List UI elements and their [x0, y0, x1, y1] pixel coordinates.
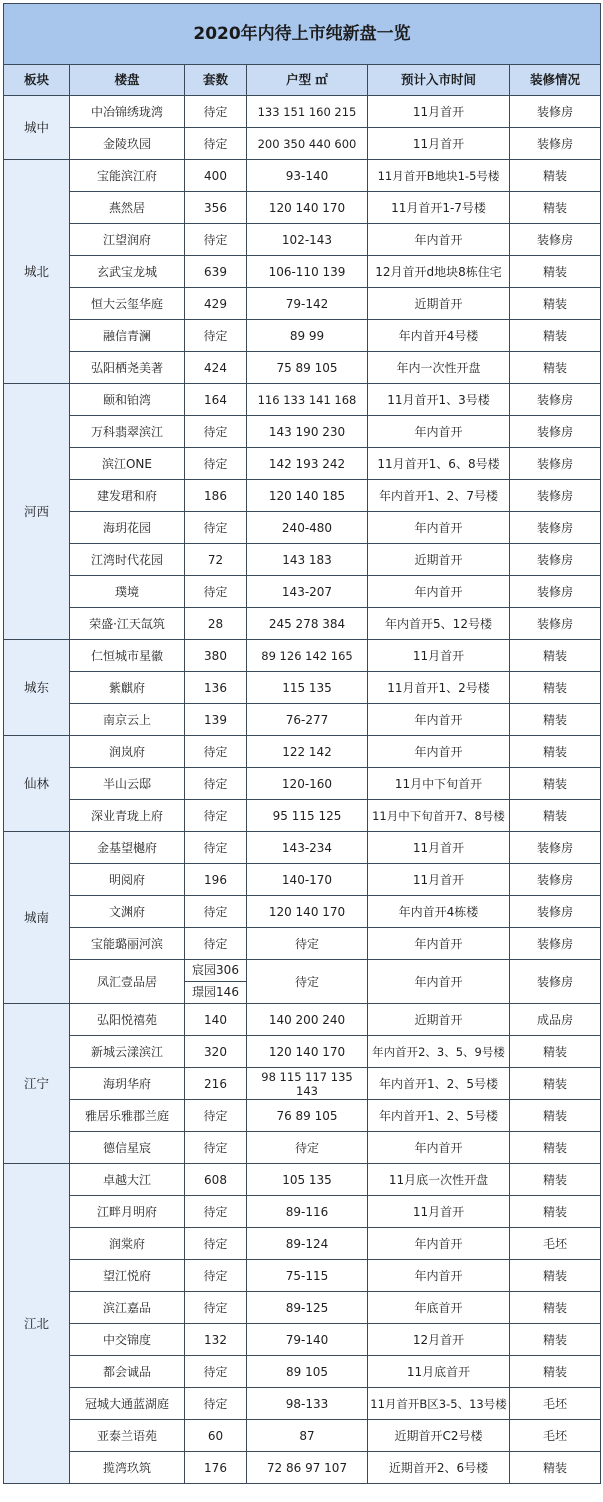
unit-type-cell: 140 200 240: [247, 1004, 368, 1036]
unit-count-cell: 待定: [185, 800, 247, 832]
table-row: [4, 384, 601, 416]
district-cell: 城东: [4, 640, 70, 736]
unit-count-cell: 380: [185, 640, 247, 672]
unit-count-cell: 待定: [185, 896, 247, 928]
unit-count-cell: 待定: [185, 576, 247, 608]
unit-type-cell: 待定: [247, 928, 368, 960]
unit-type-cell: 89-116: [247, 1196, 368, 1228]
table-row: [4, 704, 601, 736]
launch-time-cell: 11月底一次性开盘: [368, 1164, 510, 1196]
header-unit-type: 户型 ㎡: [247, 65, 368, 96]
launch-time-cell: 近期首开: [368, 544, 510, 576]
project-name-cell: 雅居乐雅郡兰庭: [70, 1100, 185, 1132]
decoration-cell: 精装: [510, 1196, 601, 1228]
project-name-cell: 新城云漾滨江: [70, 1036, 185, 1068]
decoration-cell: 精装: [510, 160, 601, 192]
table-row: [4, 1164, 601, 1196]
table-row: [4, 1452, 601, 1484]
project-name-cell: 融信青澜: [70, 320, 185, 352]
table-row: [4, 832, 601, 864]
launch-time-cell: 年内首开4号楼: [368, 320, 510, 352]
unit-count-cell: 72: [185, 544, 247, 576]
unit-type-cell: 89 105: [247, 1356, 368, 1388]
unit-count-sub-a: 宸园306: [192, 963, 239, 977]
project-name-cell: 中交锦度: [70, 1324, 185, 1356]
header-decoration: 装修情况: [510, 65, 601, 96]
decoration-cell: 精装: [510, 1356, 601, 1388]
decoration-cell: 精装: [510, 1164, 601, 1196]
unit-count-cell: 待定: [185, 1228, 247, 1260]
decoration-cell: 精装: [510, 800, 601, 832]
unit-count-cell: 待定: [185, 448, 247, 480]
decoration-cell: 精装: [510, 736, 601, 768]
project-name-cell: 紫麒府: [70, 672, 185, 704]
project-name-cell: 海玥华府: [70, 1068, 185, 1100]
launch-time-cell: 年内首开: [368, 576, 510, 608]
unit-type-cell: 95 115 125: [247, 800, 368, 832]
launch-time-cell: 11月首开: [368, 832, 510, 864]
launch-time-cell: 年内首开: [368, 512, 510, 544]
unit-type-cell: 98-133: [247, 1388, 368, 1420]
launch-time-cell: 年内首开1、2、5号楼: [368, 1068, 510, 1100]
unit-type-cell: 120-160: [247, 768, 368, 800]
unit-type-cell: 102-143: [247, 224, 368, 256]
decoration-cell: 精装: [510, 1100, 601, 1132]
decoration-cell: 装修房: [510, 384, 601, 416]
unit-type-cell: 240-480: [247, 512, 368, 544]
launch-time-cell: 年内首开: [368, 960, 510, 1004]
unit-count-cell: 139: [185, 704, 247, 736]
decoration-cell: 精装: [510, 1036, 601, 1068]
project-name-cell: 润岚府: [70, 736, 185, 768]
launch-time-cell: 11月首开B地块1-5号楼: [368, 160, 510, 192]
decoration-cell: 装修房: [510, 544, 601, 576]
unit-count-cell: 待定: [185, 1100, 247, 1132]
unit-count-cell: 136: [185, 672, 247, 704]
launch-time-cell: 年内首开: [368, 736, 510, 768]
project-name-cell: 璞境: [70, 576, 185, 608]
project-name-cell: 德信星宸: [70, 1132, 185, 1164]
district-cell: 河西: [4, 384, 70, 640]
launch-time-cell: 年内首开: [368, 1132, 510, 1164]
table-row-split: [4, 960, 601, 1004]
district-cell: 江宁: [4, 1004, 70, 1164]
table-row: [4, 1356, 601, 1388]
unit-type-cell: 143 190 230: [247, 416, 368, 448]
table-row: [4, 512, 601, 544]
project-name-cell: 滨江嘉品: [70, 1292, 185, 1324]
project-name-cell: 润棠府: [70, 1228, 185, 1260]
unit-type-cell: 89 126 142 165: [247, 640, 368, 672]
unit-count-cell: 待定: [185, 320, 247, 352]
unit-type-cell: 76 89 105: [247, 1100, 368, 1132]
header-count: 套数: [185, 65, 247, 96]
unit-count-cell: 待定: [185, 928, 247, 960]
unit-type-cell: 106-110 139: [247, 256, 368, 288]
launch-time-cell: 11月首开1、6、8号楼: [368, 448, 510, 480]
project-name-cell: 建发珺和府: [70, 480, 185, 512]
project-name-cell: 江畔月明府: [70, 1196, 185, 1228]
launch-time-cell: 11月首开: [368, 864, 510, 896]
table-row: [4, 800, 601, 832]
table-row: [4, 608, 601, 640]
project-name-cell: 深业青珑上府: [70, 800, 185, 832]
unit-count-cell: 164: [185, 384, 247, 416]
project-name-cell: 明阅府: [70, 864, 185, 896]
unit-count-cell: 待定: [185, 512, 247, 544]
launch-time-cell: 年内首开: [368, 416, 510, 448]
launch-time-cell: 11月首开B区3-5、13号楼: [368, 1388, 510, 1420]
project-name-cell: 弘阳悦禧苑: [70, 1004, 185, 1036]
project-name-cell: 宝能璐丽河滨: [70, 928, 185, 960]
project-name-cell: 万科翡翠滨江: [70, 416, 185, 448]
district-cell: 仙林: [4, 736, 70, 832]
table-wrapper: [3, 3, 600, 1484]
decoration-cell: 精装: [510, 320, 601, 352]
table-row: [4, 576, 601, 608]
table-row: [4, 1260, 601, 1292]
unit-count-cell: 639: [185, 256, 247, 288]
table-row: [4, 160, 601, 192]
decoration-cell: 装修房: [510, 416, 601, 448]
table-row: [4, 416, 601, 448]
unit-count-cell: 60: [185, 1420, 247, 1452]
project-name-cell: 海玥花园: [70, 512, 185, 544]
table-row: [4, 288, 601, 320]
header-district: 板块: [4, 65, 70, 96]
project-name-cell: 都会诚品: [70, 1356, 185, 1388]
launch-time-cell: 11月底首开: [368, 1356, 510, 1388]
project-name-cell: 弘阳栖尧美著: [70, 352, 185, 384]
unit-type-cell: 89-124: [247, 1228, 368, 1260]
unit-type-cell: 143 183: [247, 544, 368, 576]
decoration-cell: 装修房: [510, 832, 601, 864]
project-name-cell: 半山云邸: [70, 768, 185, 800]
unit-type-cell: 133 151 160 215: [247, 96, 368, 128]
table-row: [4, 1036, 601, 1068]
district-cell: 城南: [4, 832, 70, 1004]
launch-time-cell: 年内首开: [368, 224, 510, 256]
table-row: [4, 1068, 601, 1100]
table-row: [4, 1324, 601, 1356]
table-title: 2020年内待上市纯新盘一览: [4, 4, 601, 65]
project-name-cell: 望江悦府: [70, 1260, 185, 1292]
decoration-cell: 精装: [510, 768, 601, 800]
unit-count-cell: 待定: [185, 416, 247, 448]
launch-time-cell: 年内首开: [368, 928, 510, 960]
decoration-cell: 精装: [510, 192, 601, 224]
decoration-cell: 精装: [510, 1132, 601, 1164]
table-row: [4, 1100, 601, 1132]
decoration-cell: 装修房: [510, 864, 601, 896]
decoration-cell: 精装: [510, 640, 601, 672]
launch-time-cell: 11月首开: [368, 128, 510, 160]
unit-count-cell: 待定: [185, 1196, 247, 1228]
project-name-cell: 南京云上: [70, 704, 185, 736]
decoration-cell: 精装: [510, 672, 601, 704]
unit-count-cell: 320: [185, 1036, 247, 1068]
launch-time-cell: 11月首开: [368, 1196, 510, 1228]
unit-type-cell: 120 140 170: [247, 192, 368, 224]
unit-type-cell: 98 115 117 135 143: [247, 1068, 368, 1100]
project-name-cell: 滨江ONE: [70, 448, 185, 480]
launch-time-cell: 11月首开: [368, 96, 510, 128]
decoration-cell: 成品房: [510, 1004, 601, 1036]
unit-type-cell: 140-170: [247, 864, 368, 896]
unit-type-cell: 76-277: [247, 704, 368, 736]
table-row: [4, 640, 601, 672]
decoration-cell: 装修房: [510, 512, 601, 544]
unit-type-cell: 75-115: [247, 1260, 368, 1292]
table-row: [4, 896, 601, 928]
unit-type-cell: 116 133 141 168: [247, 384, 368, 416]
project-name-cell: 颐和铂湾: [70, 384, 185, 416]
project-name-cell: 文渊府: [70, 896, 185, 928]
table-row: [4, 864, 601, 896]
project-name-cell: 恒大云玺华庭: [70, 288, 185, 320]
decoration-cell: 精装: [510, 1292, 601, 1324]
unit-count-split-cell: [185, 960, 247, 1004]
unit-count-cell: 待定: [185, 96, 247, 128]
project-name-cell: 玄武宝龙城: [70, 256, 185, 288]
decoration-cell: 装修房: [510, 928, 601, 960]
unit-count-cell: 176: [185, 1452, 247, 1484]
unit-type-cell: 120 140 170: [247, 896, 368, 928]
district-cell: 江北: [4, 1164, 70, 1484]
unit-type-cell: 待定: [247, 1132, 368, 1164]
unit-count-cell: 356: [185, 192, 247, 224]
table-row: [4, 1292, 601, 1324]
project-name-cell: 燕然居: [70, 192, 185, 224]
unit-type-cell: 75 89 105: [247, 352, 368, 384]
project-name-cell: 金基望樾府: [70, 832, 185, 864]
decoration-cell: 装修房: [510, 448, 601, 480]
table-row: [4, 480, 601, 512]
launch-time-cell: 年内首开4栋楼: [368, 896, 510, 928]
launch-time-cell: 近期首开2、6号楼: [368, 1452, 510, 1484]
table-row: [4, 928, 601, 960]
unit-type-cell: 143-207: [247, 576, 368, 608]
unit-type-cell: 105 135: [247, 1164, 368, 1196]
launch-time-cell: 11月中下旬首开7、8号楼: [368, 800, 510, 832]
unit-count-cell: 待定: [185, 832, 247, 864]
table-row: [4, 1420, 601, 1452]
unit-type-cell: 79-140: [247, 1324, 368, 1356]
unit-type-cell: 89 99: [247, 320, 368, 352]
project-name-cell: 仁恒城市星徽: [70, 640, 185, 672]
launch-time-cell: 11月首开: [368, 640, 510, 672]
decoration-cell: 精装: [510, 704, 601, 736]
table-row: [4, 224, 601, 256]
decoration-cell: 精装: [510, 288, 601, 320]
unit-type-cell: 122 142: [247, 736, 368, 768]
table-row: [4, 96, 601, 128]
district-cell: 城中: [4, 96, 70, 160]
launch-time-cell: 11月首开1、2号楼: [368, 672, 510, 704]
decoration-cell: 装修房: [510, 128, 601, 160]
decoration-cell: 精装: [510, 1324, 601, 1356]
launch-time-cell: 近期首开C2号楼: [368, 1420, 510, 1452]
table-row: [4, 768, 601, 800]
unit-count-cell: 429: [185, 288, 247, 320]
launch-time-cell: 11月中下旬首开: [368, 768, 510, 800]
unit-type-cell: 200 350 440 600: [247, 128, 368, 160]
unit-count-cell: 608: [185, 1164, 247, 1196]
unit-type-cell: 79-142: [247, 288, 368, 320]
decoration-cell: 毛坯: [510, 1420, 601, 1452]
unit-count-cell: 待定: [185, 224, 247, 256]
project-name-cell: 金陵玖园: [70, 128, 185, 160]
decoration-cell: 装修房: [510, 576, 601, 608]
table-row: [4, 320, 601, 352]
launch-time-cell: 12月首开: [368, 1324, 510, 1356]
title-row: [4, 4, 601, 65]
launch-time-cell: 年内首开1、2、5号楼: [368, 1100, 510, 1132]
new-projects-table: [3, 3, 601, 1484]
launch-time-cell: 年内首开: [368, 704, 510, 736]
unit-type-cell: 72 86 97 107: [247, 1452, 368, 1484]
launch-time-cell: 近期首开: [368, 1004, 510, 1036]
table-row: [4, 672, 601, 704]
table-row: [4, 1132, 601, 1164]
launch-time-cell: 年底首开: [368, 1292, 510, 1324]
header-row: [4, 65, 601, 96]
launch-time-cell: 11月首开1、3号楼: [368, 384, 510, 416]
table-row: [4, 1196, 601, 1228]
decoration-cell: 精装: [510, 1068, 601, 1100]
unit-count-cell: 待定: [185, 736, 247, 768]
table-row: [4, 352, 601, 384]
decoration-cell: 装修房: [510, 960, 601, 1004]
decoration-cell: 毛坯: [510, 1388, 601, 1420]
table-row: [4, 544, 601, 576]
project-name-cell: 亚泰兰语苑: [70, 1420, 185, 1452]
unit-count-cell: 424: [185, 352, 247, 384]
project-name-cell: 冠城大通蓝湖庭: [70, 1388, 185, 1420]
launch-time-cell: 年内首开: [368, 1228, 510, 1260]
unit-count-cell: 待定: [185, 768, 247, 800]
unit-type-cell: 143-234: [247, 832, 368, 864]
project-name-cell: 卓越大江: [70, 1164, 185, 1196]
unit-type-cell: 89-125: [247, 1292, 368, 1324]
district-cell: 城北: [4, 160, 70, 384]
unit-type-cell: 115 135: [247, 672, 368, 704]
table-row: [4, 128, 601, 160]
launch-time-cell: 12月首开d地块8栋住宅: [368, 256, 510, 288]
unit-count-cell: 待定: [185, 1132, 247, 1164]
unit-count-cell: 28: [185, 608, 247, 640]
unit-count-cell: 待定: [185, 1388, 247, 1420]
unit-type-cell: 120 140 170: [247, 1036, 368, 1068]
launch-time-cell: 年内首开5、12号楼: [368, 608, 510, 640]
unit-count-cell: 待定: [185, 128, 247, 160]
decoration-cell: 精装: [510, 1452, 601, 1484]
unit-count-sub-b: 璟园146: [185, 981, 246, 1003]
table-row: [4, 1004, 601, 1036]
unit-count-cell: 186: [185, 480, 247, 512]
project-name-cell: 揽湾玖筑: [70, 1452, 185, 1484]
decoration-cell: 装修房: [510, 96, 601, 128]
decoration-cell: 精装: [510, 1260, 601, 1292]
unit-type-cell: 待定: [247, 960, 368, 1004]
unit-type-cell: 93-140: [247, 160, 368, 192]
table-row: [4, 736, 601, 768]
project-name-cell: 中冶锦绣珑湾: [70, 96, 185, 128]
table-row: [4, 192, 601, 224]
table-row: [4, 256, 601, 288]
table-row: [4, 448, 601, 480]
decoration-cell: 毛坯: [510, 1228, 601, 1260]
table-row: [4, 1228, 601, 1260]
launch-time-cell: 年内首开1、2、7号楼: [368, 480, 510, 512]
table-row: [4, 1388, 601, 1420]
decoration-cell: 装修房: [510, 896, 601, 928]
project-name-cell: 江望润府: [70, 224, 185, 256]
unit-count-cell: 216: [185, 1068, 247, 1100]
decoration-cell: 精装: [510, 352, 601, 384]
unit-type-cell: 120 140 185: [247, 480, 368, 512]
decoration-cell: 装修房: [510, 480, 601, 512]
launch-time-cell: 11月首开1-7号楼: [368, 192, 510, 224]
unit-type-cell: 87: [247, 1420, 368, 1452]
decoration-cell: 精装: [510, 256, 601, 288]
project-name-cell: 宝能滨江府: [70, 160, 185, 192]
unit-count-cell: 待定: [185, 1260, 247, 1292]
unit-count-cell: 140: [185, 1004, 247, 1036]
header-launch-time: 预计入市时间: [368, 65, 510, 96]
project-name-cell: 江湾时代花园: [70, 544, 185, 576]
unit-count-cell: 待定: [185, 1292, 247, 1324]
launch-time-cell: 年内首开2、3、5、9号楼: [368, 1036, 510, 1068]
unit-count-cell: 196: [185, 864, 247, 896]
unit-count-cell: 132: [185, 1324, 247, 1356]
launch-time-cell: 年内一次性开盘: [368, 352, 510, 384]
unit-type-cell: 245 278 384: [247, 608, 368, 640]
decoration-cell: 装修房: [510, 608, 601, 640]
decoration-cell: 装修房: [510, 224, 601, 256]
header-project: 楼盘: [70, 65, 185, 96]
launch-time-cell: 年内首开: [368, 1260, 510, 1292]
launch-time-cell: 近期首开: [368, 288, 510, 320]
project-name-cell: 凤汇壹品居: [70, 960, 185, 1004]
project-name-cell: 荣盛·江天氙筑: [70, 608, 185, 640]
unit-type-cell: 142 193 242: [247, 448, 368, 480]
unit-count-cell: 待定: [185, 1356, 247, 1388]
unit-count-cell: 400: [185, 160, 247, 192]
